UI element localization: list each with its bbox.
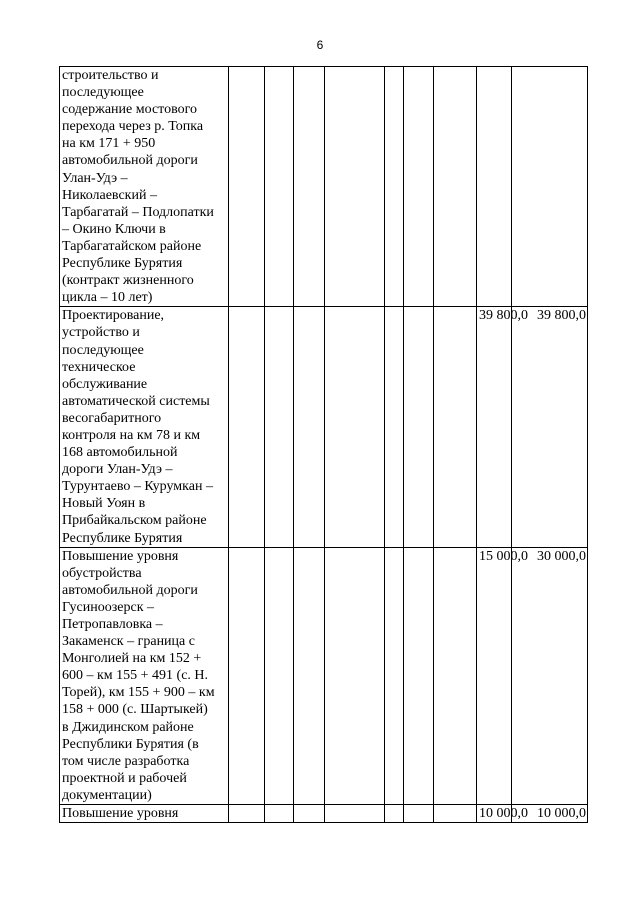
empty-cell: [325, 547, 385, 804]
empty-cell: [434, 547, 477, 804]
empty-cell: [229, 805, 265, 823]
amount-cell: [477, 67, 512, 307]
table-row: [60, 805, 588, 823]
description-line: контроля на км 78 и км: [62, 427, 201, 443]
description-line: автоматической системы: [62, 393, 210, 409]
row-description: [60, 307, 229, 547]
description-line: обустройства: [62, 565, 142, 581]
empty-cell: [325, 67, 385, 307]
empty-cell: [294, 547, 325, 804]
description-line: Николаевский –: [62, 187, 157, 203]
description-line: Республике Бурятия: [62, 530, 183, 546]
description-line: 168 автомобильной: [62, 445, 178, 461]
empty-cell: [325, 805, 385, 823]
description-line: последующее: [62, 85, 144, 101]
amount-cell: 10 000,0: [477, 805, 512, 823]
description-line: 158 + 000 (с. Шартыкей): [62, 702, 208, 718]
description-line: на км 171 + 950: [62, 136, 156, 152]
description-line: Улан-Удэ –: [62, 170, 128, 186]
description-line: в Джидинском районе: [62, 719, 194, 735]
description-line: техническое: [62, 359, 136, 375]
description-line: цикла – 10 лет): [62, 290, 153, 306]
table-row: [60, 67, 588, 307]
description-line: Республике Бурятия: [62, 256, 183, 272]
page-number: 6: [316, 38, 324, 52]
description-line: Монголией на км 152 +: [62, 651, 202, 667]
empty-cell: [404, 547, 434, 804]
empty-cell: [229, 547, 265, 804]
empty-cell: [404, 67, 434, 307]
description-line: устройство и: [62, 325, 140, 341]
description-line: – Окино Ключи в: [62, 221, 166, 237]
row-description: [60, 805, 229, 823]
description-line: Повышение уровня: [62, 548, 179, 564]
description-line: последующее: [62, 342, 144, 358]
empty-cell: [404, 805, 434, 823]
empty-cell: [385, 547, 404, 804]
description-line: Гусиноозерск –: [62, 599, 155, 615]
description-line: Прибайкальском районе: [62, 513, 207, 529]
table-row: [60, 547, 588, 804]
empty-cell: [294, 307, 325, 547]
description-line: автомобильной дороги: [62, 153, 198, 169]
description-line: Турунтаево – Курумкан –: [62, 479, 213, 495]
description-line: автомобильной дороги: [62, 582, 198, 598]
description-line: строительство и: [62, 68, 159, 83]
empty-cell: [294, 805, 325, 823]
description-line: Республики Бурятия (в: [62, 736, 199, 752]
row-description: [60, 67, 229, 307]
description-line: обслуживание: [62, 376, 148, 392]
budget-table: [59, 66, 588, 823]
empty-cell: [434, 67, 477, 307]
amount-cell: 39 800,0: [477, 307, 512, 547]
description-line: Петропавловка –: [62, 617, 163, 632]
amount-cell: 39 800,0: [512, 307, 588, 547]
amount-cell: 30 000,0: [512, 547, 588, 804]
description-line: весогабаритного: [62, 410, 162, 426]
empty-cell: [265, 547, 294, 804]
description-line: Тарбагатай – Подлопатки: [62, 204, 214, 220]
empty-cell: [294, 67, 325, 307]
description-line: Закаменск – граница с: [62, 634, 195, 650]
empty-cell: [385, 307, 404, 547]
description-line: дороги Улан-Удэ –: [62, 462, 173, 478]
empty-cell: [385, 67, 404, 307]
empty-cell: [265, 805, 294, 823]
description-line: Тарбагатайском районе: [62, 238, 202, 254]
description-line: проектной и рабочей: [62, 770, 187, 786]
description-line: Торей), км 155 + 900 – км: [62, 685, 215, 701]
amount-cell: 10 000,0: [512, 805, 588, 823]
amount-cell: 15 000,0: [477, 547, 512, 804]
empty-cell: [325, 307, 385, 547]
description-line: (контракт жизненного: [62, 273, 194, 289]
description-line: Проектирование,: [62, 308, 165, 324]
empty-cell: [265, 67, 294, 307]
description-line: том числе разработка: [62, 753, 190, 769]
empty-cell: [404, 307, 434, 547]
empty-cell: [434, 307, 477, 547]
description-line: перехода через р. Топка: [62, 119, 204, 135]
empty-cell: [265, 307, 294, 547]
empty-cell: [434, 805, 477, 823]
table-row: [60, 307, 588, 547]
description-line: документации): [62, 787, 152, 803]
amount-cell: [512, 67, 588, 307]
description-line: Повышение уровня: [62, 806, 179, 822]
description-line: содержание мостового: [62, 102, 197, 118]
description-line: Новый Уоян в: [62, 496, 146, 512]
empty-cell: [229, 307, 265, 547]
row-description: [60, 547, 229, 804]
empty-cell: [385, 805, 404, 823]
description-line: 600 – км 155 + 491 (с. Н.: [62, 668, 209, 684]
empty-cell: [229, 67, 265, 307]
